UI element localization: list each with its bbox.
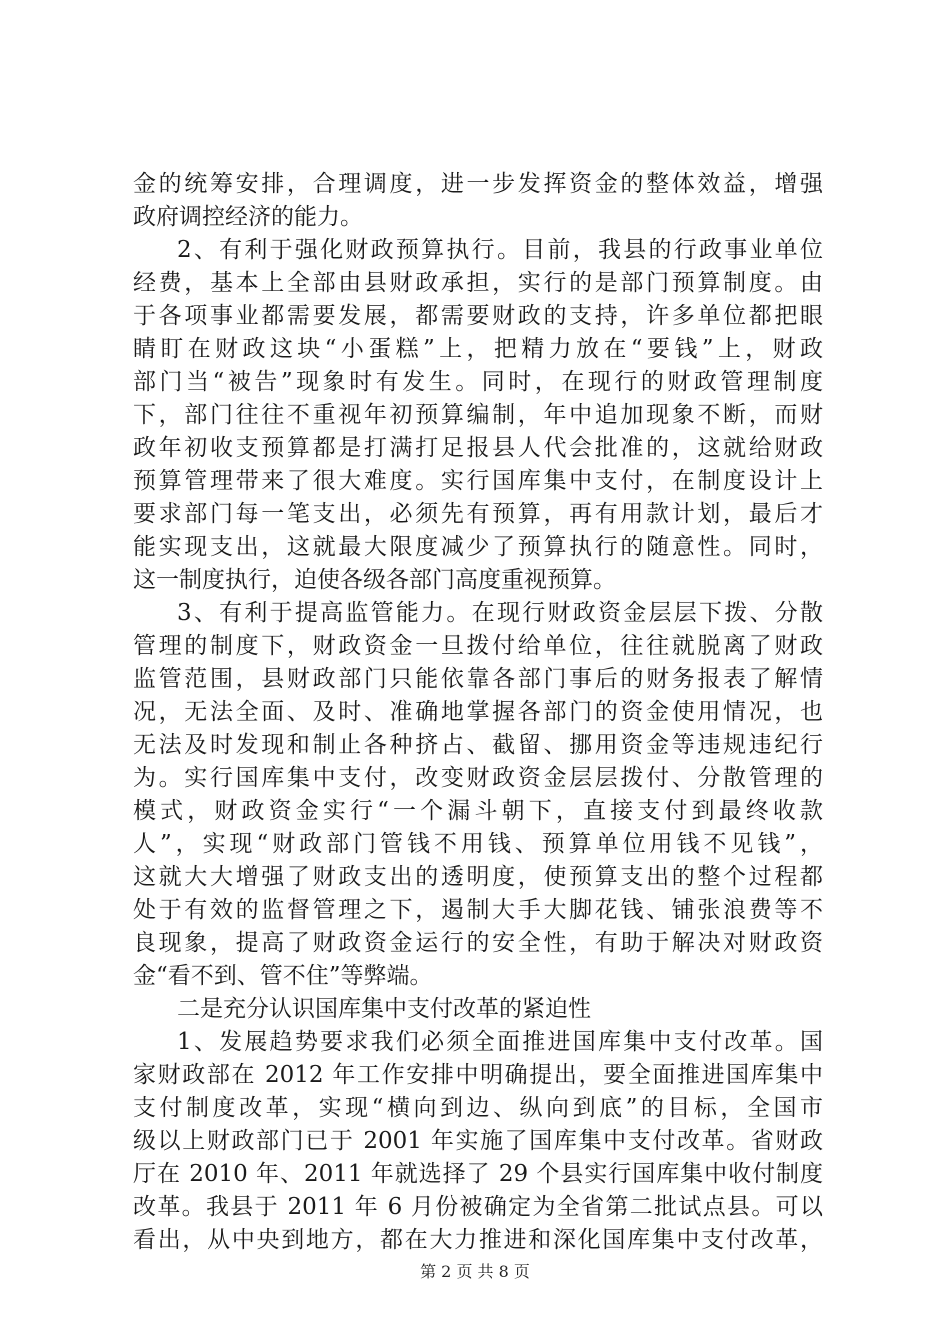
text-line: 睛盯在财政这块“小蛋糕”上，把精力放在“要钱”上，财政 (133, 336, 823, 362)
text-line: 金的统筹安排，合理调度，进一步发挥资金的整体效益，增强 (133, 171, 823, 197)
text-line: 2、有利于强化财政预算执行。目前，我县的行政事业单位 (177, 237, 823, 263)
text-line: 于各项事业都需要发展，都需要财政的支持，许多单位都把眼 (133, 303, 823, 329)
text-line: 看出，从中央到地方，都在大力推进和深化国库集中支付改革， (133, 1227, 823, 1253)
text-line: 二是充分认识国库集中支付改革的紧迫性 (177, 996, 591, 1022)
text-line: 监管范围，县财政部门只能依靠各部门事后的财务报表了解情 (133, 666, 823, 692)
text-line: 模式，财政资金实行“一个漏斗朝下，直接支付到最终收款 (133, 798, 823, 824)
text-line: 1、发展趋势要求我们必须全面推进国库集中支付改革。国 (177, 1029, 823, 1055)
text-line: 政年初收支预算都是打满打足报县人代会批准的，这就给财政 (133, 435, 823, 461)
text-line: 家财政部在 2012 年工作安排中明确提出，要全面推进国库集中 (133, 1062, 823, 1088)
text-line: 能实现支出，这就最大限度减少了预算执行的随意性。同时， (133, 534, 823, 560)
text-line: 这就大大增强了财政支出的透明度，使预算支出的整个过程都 (133, 864, 823, 890)
text-line: 处于有效的监督管理之下，遏制大手大脚花钱、铺张浪费等不 (133, 897, 823, 923)
text-line: 人”，实现“财政部门管钱不用钱、预算单位用钱不见钱”， (133, 831, 823, 857)
text-line: 改革。我县于 2011 年 6 月份被确定为全省第二批试点县。可以 (133, 1194, 823, 1220)
text-line: 这一制度执行，迫使各级各部门高度重视预算。 (133, 567, 616, 593)
page-footer: 第 2 页 共 8 页 (420, 1262, 530, 1281)
text-line: 金“看不到、管不住”等弊端。 (133, 963, 433, 989)
text-line: 3、有利于提高监管能力。在现行财政资金层层下拨、分散 (177, 600, 823, 626)
text-line: 预算管理带来了很大难度。实行国库集中支付，在制度设计上 (133, 468, 823, 494)
text-line: 况，无法全面、及时、准确地掌握各部门的资金使用情况，也 (133, 699, 823, 725)
text-line: 管理的制度下，财政资金一旦拨付给单位，往往就脱离了财政 (133, 633, 823, 659)
text-line: 部门当“被告”现象时有发生。同时，在现行的财政管理制度 (133, 369, 823, 395)
text-line: 要求部门每一笔支出，必须先有预算，再有用款计划，最后才 (133, 501, 823, 527)
text-line: 下，部门往往不重视年初预算编制，年中追加现象不断，而财 (133, 402, 823, 428)
text-line: 级以上财政部门已于 2001 年实施了国库集中支付改革。省财政 (133, 1128, 823, 1154)
text-line: 厅在 2010 年、2011 年就选择了 29 个县实行国库集中收付制度 (133, 1161, 823, 1187)
document-body (133, 168, 823, 1257)
text-line: 经费，基本上全部由县财政承担，实行的是部门预算制度。由 (133, 270, 823, 296)
text-line: 为。实行国库集中支付，改变财政资金层层拨付、分散管理的 (133, 765, 823, 791)
text-line: 政府调控经济的能力。 (133, 204, 363, 230)
text-line: 支付制度改革，实现“横向到边、纵向到底”的目标，全国市 (133, 1095, 823, 1121)
text-line: 良现象，提高了财政资金运行的安全性，有助于解决对财政资 (133, 930, 823, 956)
text-line: 无法及时发现和制止各种挤占、截留、挪用资金等违规违纪行 (133, 732, 823, 758)
